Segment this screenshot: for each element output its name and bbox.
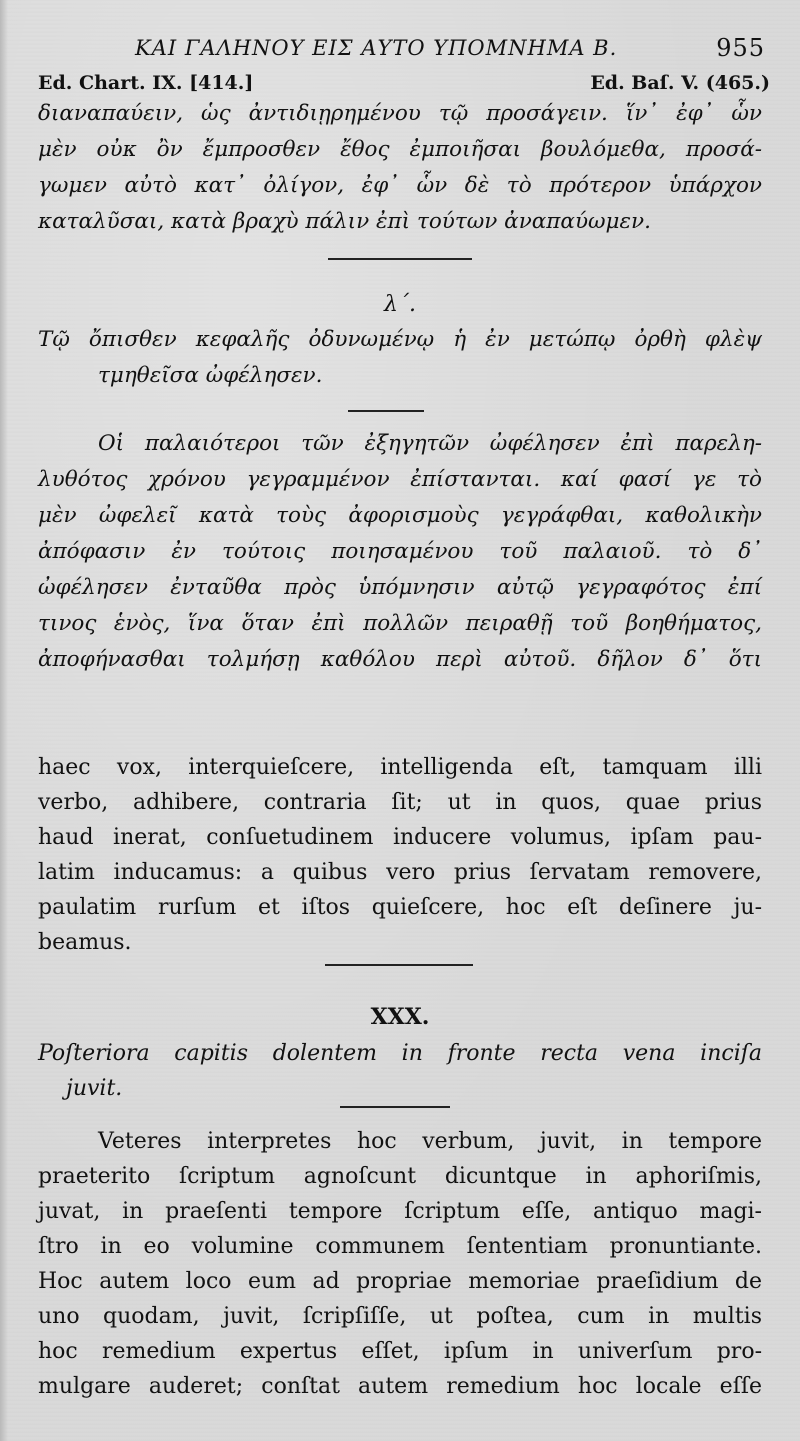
text-line: Οἱ παλαιότεροι τῶν ἐξηγητῶν ὠφέλησεν ἐπὶ παρελη- bbox=[98, 431, 762, 456]
text-line: ἀπόφασιν ἐν τούτοις ποιησαμένου τοῦ παλαιοῦ. τὸ δ᾽ bbox=[38, 539, 762, 564]
text-line: beamus. bbox=[38, 930, 132, 955]
text-line: juvit. bbox=[66, 1076, 123, 1101]
text-line: haud inerat, conſuetudinem inducere volumus, ipſam pau- bbox=[38, 825, 762, 850]
text-line: Τῷ ὄπισθεν κεφαλῆς ὀδυνωμένῳ ἡ ἐν μετώπῳ ὀρθὴ φλὲψ bbox=[38, 327, 762, 352]
greek-section-heading: λ΄. bbox=[384, 292, 416, 317]
text-line: Poſteriora capitis dolentem in fronte recta vena inciſa bbox=[38, 1041, 762, 1066]
text-line: latim inducamus: a quibus vero prius ſervatam removere, bbox=[38, 860, 762, 885]
text-line: μὲν οὐκ ὂν ἔμπροσθεν ἔθος ἐμποιῆσαι βουλόμεθα, προσά- bbox=[38, 137, 762, 162]
greek-aphorism bbox=[38, 322, 762, 394]
text-line: ὠφέλησεν ἐνταῦθα πρὸς ὑπόμνησιν αὐτῷ γεγραφότος ἐπί bbox=[38, 575, 762, 600]
text-line: Hoc autem loco eum ad propriae memoriae praeſidium de bbox=[38, 1269, 762, 1294]
page-number: 955 bbox=[716, 34, 765, 62]
text-line: τινος ἑνὸς, ἵνα ὅταν ἐπὶ πολλῶν πειραθῇ τοῦ βοηθήματος, bbox=[38, 611, 762, 636]
text-line: Veteres interpretes hoc verbum, juvit, in tempore bbox=[98, 1129, 762, 1154]
text-line: uno quodam, juvit, ſcripſiſſe, ut poſtea, cum in multis bbox=[38, 1304, 762, 1329]
edition-reference-left: Ed. Chart. IX. [414.] bbox=[38, 72, 254, 94]
section-divider bbox=[348, 410, 424, 412]
text-line: hoc remedium expertus eſſet, ipſum in univerſum pro- bbox=[38, 1339, 762, 1364]
text-line: praeterito ſcriptum agnoſcunt dicuntque in aphoriſmis, bbox=[38, 1164, 762, 1189]
text-line: mulgare auderet; conſtat autem remedium hoc locale eſſe bbox=[38, 1374, 762, 1399]
greek-intro-paragraph bbox=[38, 96, 762, 240]
text-line: καταλῦσαι, κατὰ βραχὺ πάλιν ἐπὶ τούτων ἀναπαύωμεν. bbox=[38, 209, 651, 234]
latin-intro-paragraph bbox=[38, 750, 762, 960]
greek-commentary bbox=[38, 426, 762, 678]
text-line: verbo, adhibere, contraria ſit; ut in quos, quae prius bbox=[38, 790, 762, 815]
section-divider bbox=[325, 964, 473, 966]
latin-commentary bbox=[38, 1124, 762, 1404]
running-header bbox=[135, 36, 775, 66]
text-line: διαναπαύειν, ὡς ἀντιδιῃρημένου τῷ προσάγειν. ἵν᾽ ἐφ᾽ ὧν bbox=[38, 101, 762, 126]
text-line: paulatim rurſum et iſtos quieſcere, hoc eſt deſinere ju- bbox=[38, 895, 762, 920]
page-gutter-shadow bbox=[0, 0, 8, 1441]
text-line: γωμεν αὐτὸ κατ᾽ ὀλίγον, ἐφ᾽ ὧν δὲ τὸ πρότερον ὑπάρχον bbox=[38, 173, 762, 198]
running-title: ΚΑΙ ΓΑΛΗΝΟΥ ΕΙΣ ΑΥΤΟ ΥΠΟΜΝΗΜΑ Β. bbox=[135, 36, 618, 60]
text-line: λυθότος χρόνου γεγραμμένον ἐπίστανται. καί φασί γε τὸ bbox=[38, 467, 762, 492]
text-line: ἀποφήνασθαι τολμήσῃ καθόλου περὶ αὐτοῦ. δῆλον δ᾽ ὅτι bbox=[38, 647, 762, 672]
section-divider bbox=[340, 1106, 450, 1108]
text-line: μὲν ὠφελεῖ κατὰ τοὺς ἀφορισμοὺς γεγράφθαι, καθολικὴν bbox=[38, 503, 762, 528]
section-divider bbox=[328, 258, 472, 260]
text-line: juvat, in praeſenti tempore ſcriptum eſſe, antiquo magi- bbox=[38, 1199, 762, 1224]
text-line: haec vox, interquieſcere, intelligenda eſt, tamquam illi bbox=[38, 755, 762, 780]
text-line: τμηθεῖσα ὠφέλησεν. bbox=[98, 363, 323, 388]
text-line: ſtro in eo volumine communem ſententiam pronuntiante. bbox=[38, 1234, 762, 1259]
edition-reference-right: Ed. Baſ. V. (465.) bbox=[590, 72, 770, 94]
latin-section-heading: XXX. bbox=[370, 1004, 430, 1030]
latin-aphorism bbox=[38, 1036, 762, 1106]
